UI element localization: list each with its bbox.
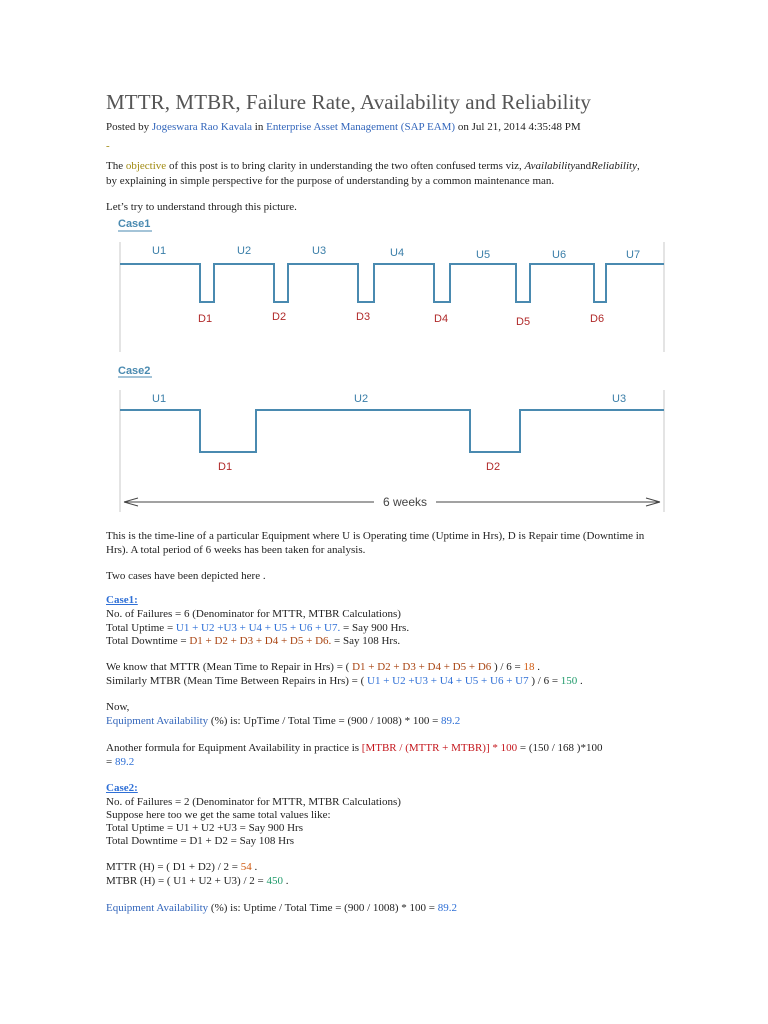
case1-mttr bbox=[106, 661, 540, 674]
author-link[interactable]: Jogeswara Rao Kavala bbox=[151, 121, 253, 133]
reliability-term: Reliability bbox=[591, 160, 637, 172]
intro-text: and bbox=[575, 160, 592, 172]
post-meta bbox=[106, 121, 581, 134]
case1-d2: D2 bbox=[272, 311, 287, 323]
case1-d6: D6 bbox=[590, 313, 605, 325]
another-formula: [MTBR / (MTTR + MTBR)] * 100 bbox=[361, 742, 518, 754]
another-formula-label: Another formula for Equipment Availability in practice is bbox=[106, 742, 362, 754]
case2-uptime: Total Uptime = U1 + U2 +U3 = Say 900 Hrs bbox=[106, 822, 303, 834]
mttr-sum: D1 + D2 + D3 + D4 + D5 + D6 bbox=[352, 661, 492, 673]
intro-text: of this post is to bring clarity in understanding the two often confused terms viz, bbox=[168, 160, 522, 172]
dash-marker: - bbox=[106, 140, 110, 152]
case1-u5: U5 bbox=[476, 249, 491, 261]
availability-value: 89.2 bbox=[437, 902, 458, 914]
mtbr-label: MTBR (H) = ( U1 + U2 + U3) / 2 = bbox=[106, 875, 267, 887]
case1-label: Case1 bbox=[118, 218, 151, 230]
mtbr-end: . bbox=[577, 675, 583, 687]
timeline-figure bbox=[112, 212, 672, 517]
case1-u7: U7 bbox=[626, 249, 641, 261]
case1-timeline bbox=[120, 264, 664, 302]
two-cases-text: Two cases have been depicted here . bbox=[106, 570, 266, 582]
equipment-availability-link[interactable]: Equipment Availability bbox=[106, 902, 209, 914]
another-formula-line2 bbox=[106, 756, 134, 769]
case2-mtbr bbox=[106, 875, 288, 888]
category-link[interactable]: Enterprise Asset Management (SAP EAM) bbox=[266, 121, 456, 133]
intro-paragraph-2: Let’s try to understand through this picture. bbox=[106, 201, 297, 213]
intro-paragraph-line1 bbox=[106, 160, 640, 173]
case1-u4: U4 bbox=[390, 247, 405, 259]
mtbr-divisor: ) / 6 = bbox=[528, 675, 561, 687]
another-formula-value: 89.2 bbox=[114, 756, 135, 768]
equals-sign: = bbox=[106, 756, 115, 768]
intro-paragraph-line2: by explaining in simple perspective for the purpose of understanding by a common maintenance man. bbox=[106, 175, 555, 187]
case2-mttr bbox=[106, 861, 257, 874]
downtime-label: Total Downtime = bbox=[106, 635, 190, 647]
case2-suppose: Suppose here too we get the same total values like: bbox=[106, 809, 331, 821]
in-label: in bbox=[254, 121, 264, 133]
mttr-end: . bbox=[534, 661, 540, 673]
uptime-label: Total Uptime = bbox=[106, 622, 176, 634]
case1-u1: U1 bbox=[152, 245, 167, 257]
case2-u3: U3 bbox=[612, 393, 627, 405]
availability-formula: (%) is: UpTime / Total Time = (900 / 1008) * 100 = bbox=[208, 715, 442, 727]
mttr-label: MTTR (H) = ( D1 + D2) / 2 = bbox=[106, 861, 241, 873]
case2-availability bbox=[106, 902, 457, 915]
case2-d2: D2 bbox=[486, 461, 501, 473]
posted-by-label: Posted by bbox=[106, 121, 150, 133]
downtime-sum: D1 + D2 + D3 + D4 + D5 + D6. bbox=[189, 635, 332, 647]
case1-failures: No. of Failures = 6 (Denominator for MTTR, MTBR Calculations) bbox=[106, 608, 401, 620]
mttr-value: 18 bbox=[523, 661, 535, 673]
mtbr-end: . bbox=[282, 875, 289, 887]
case1-mtbr bbox=[106, 675, 583, 688]
objective-word: objective bbox=[125, 160, 167, 172]
availability-term: Availability bbox=[524, 160, 576, 172]
case1-d1: D1 bbox=[198, 313, 213, 325]
mtbr-label: Similarly MTBR (Mean Time Between Repairs in Hrs) = ( bbox=[106, 675, 368, 687]
page-title: MTTR, MTBR, Failure Rate, Availability and Reliability bbox=[106, 90, 592, 114]
case1-u3: U3 bbox=[312, 245, 327, 257]
mttr-label: We know that MTTR (Mean Time to Repair in Hrs) = ( bbox=[106, 661, 353, 673]
case2-u1: U1 bbox=[152, 393, 167, 405]
mttr-value: 54 bbox=[240, 861, 252, 873]
case1-downtime bbox=[106, 635, 400, 648]
period-label: 6 weeks bbox=[382, 495, 428, 509]
case2-timeline bbox=[120, 410, 664, 452]
post-date: on Jul 21, 2014 4:35:48 PM bbox=[457, 121, 581, 133]
case1-uptime bbox=[106, 622, 409, 635]
another-formula-calc: = (150 / 168 )*100 bbox=[517, 742, 603, 754]
case1-availability bbox=[106, 715, 460, 728]
case2-failures: No. of Failures = 2 (Denominator for MTTR, MTBR Calculations) bbox=[106, 796, 401, 808]
case1-d3: D3 bbox=[356, 311, 371, 323]
case1-d5: D5 bbox=[516, 316, 531, 328]
mtbr-value: 150 bbox=[560, 675, 578, 687]
mtbr-sum: U1 + U2 +U3 + U4 + U5 + U6 + U7 bbox=[367, 675, 529, 687]
case1-u2: U2 bbox=[237, 245, 252, 257]
case2-heading: Case2: bbox=[106, 782, 138, 794]
description-line2: Hrs). A total period of 6 weeks has been taken for analysis. bbox=[106, 544, 366, 556]
availability-formula: (%) is: Uptime / Total Time = (900 / 1008) * 100 = bbox=[208, 902, 438, 914]
mtbr-value: 450 bbox=[266, 875, 283, 887]
equipment-availability-link[interactable]: Equipment Availability bbox=[106, 715, 209, 727]
downtime-value: = Say 108 Hrs. bbox=[331, 635, 401, 647]
intro-text: , bbox=[636, 160, 640, 172]
now-text: Now, bbox=[106, 701, 130, 713]
intro-text: The bbox=[106, 160, 124, 172]
uptime-value: = Say 900 Hrs. bbox=[340, 622, 410, 634]
case2-downtime: Total Downtime = D1 + D2 = Say 108 Hrs bbox=[106, 835, 295, 847]
mttr-end: . bbox=[251, 861, 258, 873]
case2-u2: U2 bbox=[354, 393, 369, 405]
uptime-sum: U1 + U2 +U3 + U4 + U5 + U6 + U7. bbox=[175, 622, 341, 634]
case2-label: Case2 bbox=[118, 365, 151, 377]
case1-d4: D4 bbox=[434, 313, 449, 325]
mttr-divisor: ) / 6 = bbox=[491, 661, 524, 673]
case1-u6: U6 bbox=[552, 249, 567, 261]
availability-value: 89.2 bbox=[441, 715, 461, 727]
case1-heading: Case1: bbox=[106, 594, 138, 606]
case2-d1: D1 bbox=[218, 461, 233, 473]
another-formula-line1 bbox=[106, 742, 602, 755]
description-line1: This is the time-line of a particular Equipment where U is Operating time (Uptime in Hrs), D is Repair time (Downtime in bbox=[106, 530, 645, 542]
